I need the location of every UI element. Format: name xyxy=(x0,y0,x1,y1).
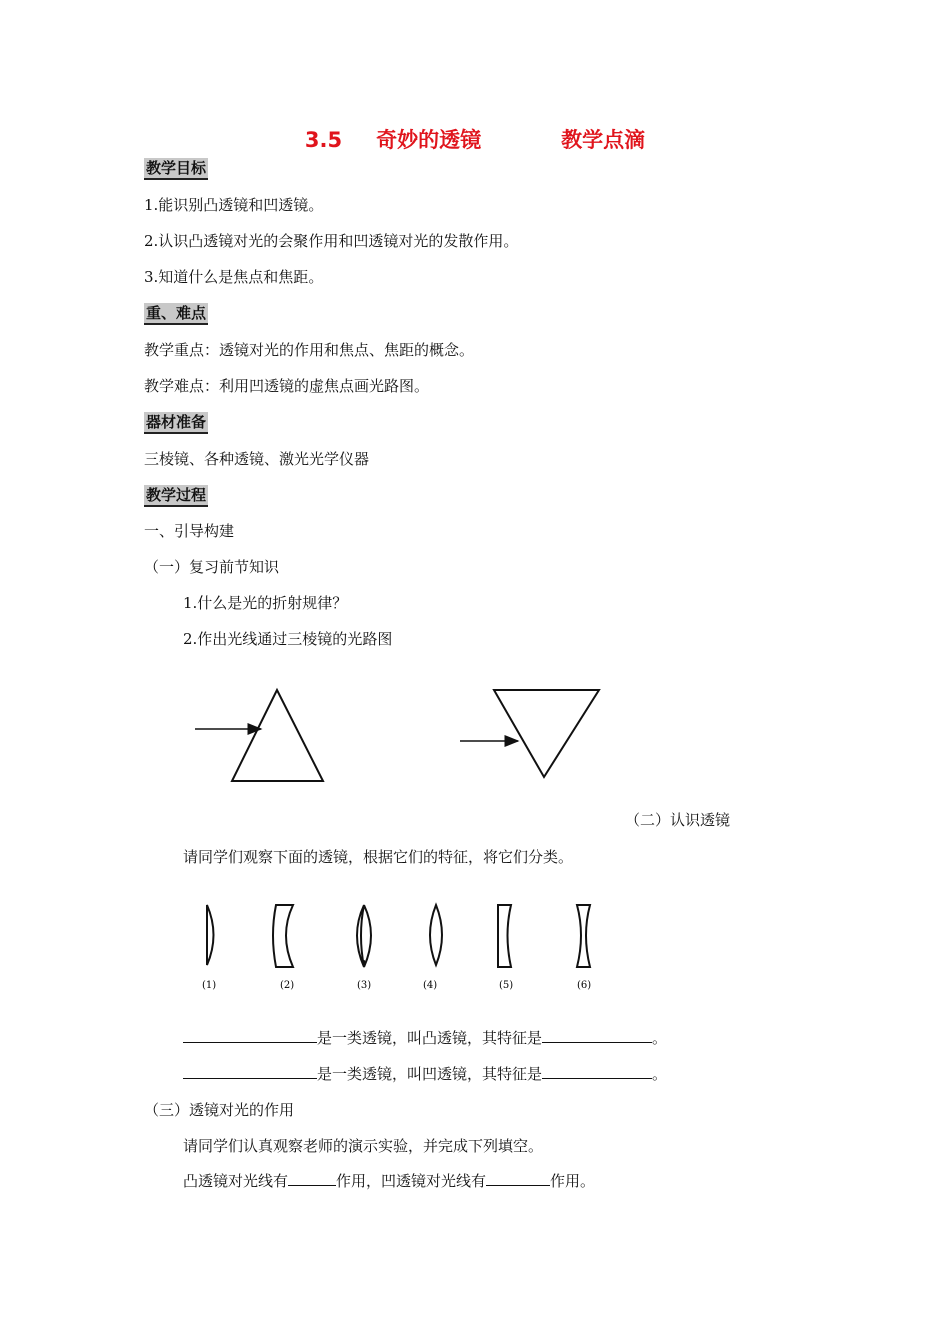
key-difficulty: 教学难点：利用凹透镜的虚焦点画光路图。 xyxy=(144,377,430,395)
lens-label-6: (6) xyxy=(577,980,592,991)
convex-mid-text: 是一类透镜，叫凸透镜，其特征是 xyxy=(317,1029,543,1047)
lens-4 xyxy=(430,905,442,965)
convex-feature-blank[interactable] xyxy=(542,1028,652,1043)
title-number: 3.5 xyxy=(304,128,343,152)
effect-fill-line xyxy=(183,1171,595,1191)
question-1: 1.什么是光的折射规律？ xyxy=(183,594,348,612)
concave-fill-line xyxy=(183,1064,667,1084)
prism-diagrams xyxy=(180,670,620,820)
convex-effect-blank[interactable] xyxy=(288,1171,336,1186)
concave-period: 。 xyxy=(652,1065,668,1083)
concave-group-blank[interactable] xyxy=(183,1064,317,1079)
heading-objectives: 教学目标 xyxy=(144,158,208,180)
heading-process: 教学过程 xyxy=(144,485,208,507)
convex-group-blank[interactable] xyxy=(183,1028,317,1043)
lens-label-2: (2) xyxy=(280,980,295,991)
title-main: 奇妙的透镜 xyxy=(376,128,482,152)
equipment-text: 三棱镜、各种透镜、激光光学仪器 xyxy=(144,450,370,468)
concave-effect-blank[interactable] xyxy=(486,1171,550,1186)
lens-label-3: (3) xyxy=(357,980,372,991)
lens-label-4: (4) xyxy=(423,980,438,991)
lens-6 xyxy=(577,905,590,967)
lens-label-5: (5) xyxy=(499,980,514,991)
sub3-title: （三）透镜对光的作用 xyxy=(144,1101,295,1119)
lens-2 xyxy=(273,905,293,967)
lens-5 xyxy=(498,905,511,967)
convex-fill-line xyxy=(183,1028,667,1048)
part1-title: 一、引导构建 xyxy=(144,522,235,540)
lens-diagrams xyxy=(180,895,640,1005)
fill-c-text: 作用。 xyxy=(550,1172,596,1190)
objective-1: 1.能识别凸透镜和凹透镜。 xyxy=(144,196,324,214)
page-title xyxy=(0,124,950,154)
key-focus: 教学重点：透镜对光的作用和焦点、焦距的概念。 xyxy=(144,341,475,359)
prism-upright xyxy=(232,690,323,781)
convex-period: 。 xyxy=(652,1029,668,1047)
lens-1 xyxy=(207,905,214,965)
objective-2: 2.认识凸透镜对光的会聚作用和凹透镜对光的发散作用。 xyxy=(144,232,519,250)
fill-a-text: 凸透镜对光线有 xyxy=(183,1172,289,1190)
objective-3: 3.知道什么是焦点和焦距。 xyxy=(144,268,324,286)
heading-key-points: 重、难点 xyxy=(144,303,208,325)
sub1-title: （一）复习前节知识 xyxy=(144,558,280,576)
fill-b-text: 作用，凹透镜对光线有 xyxy=(336,1172,487,1190)
observe-demo-text: 请同学们认真观察老师的演示实验，并完成下列填空。 xyxy=(183,1137,544,1155)
title-sub: 教学点滴 xyxy=(561,128,646,152)
heading-equipment: 器材准备 xyxy=(144,412,208,434)
lens-label-1: (1) xyxy=(202,980,217,991)
observe-lenses-text: 请同学们观察下面的透镜，根据它们的特征，将它们分类。 xyxy=(183,848,574,866)
sub2-title: （二）认识透镜 xyxy=(625,811,731,829)
prism-inverted xyxy=(494,690,599,777)
concave-feature-blank[interactable] xyxy=(542,1064,652,1079)
concave-mid-text: 是一类透镜，叫凹透镜，其特征是 xyxy=(317,1065,543,1083)
lens-3 xyxy=(357,905,371,967)
question-2: 2.作出光线通过三棱镜的光路图 xyxy=(183,630,393,648)
